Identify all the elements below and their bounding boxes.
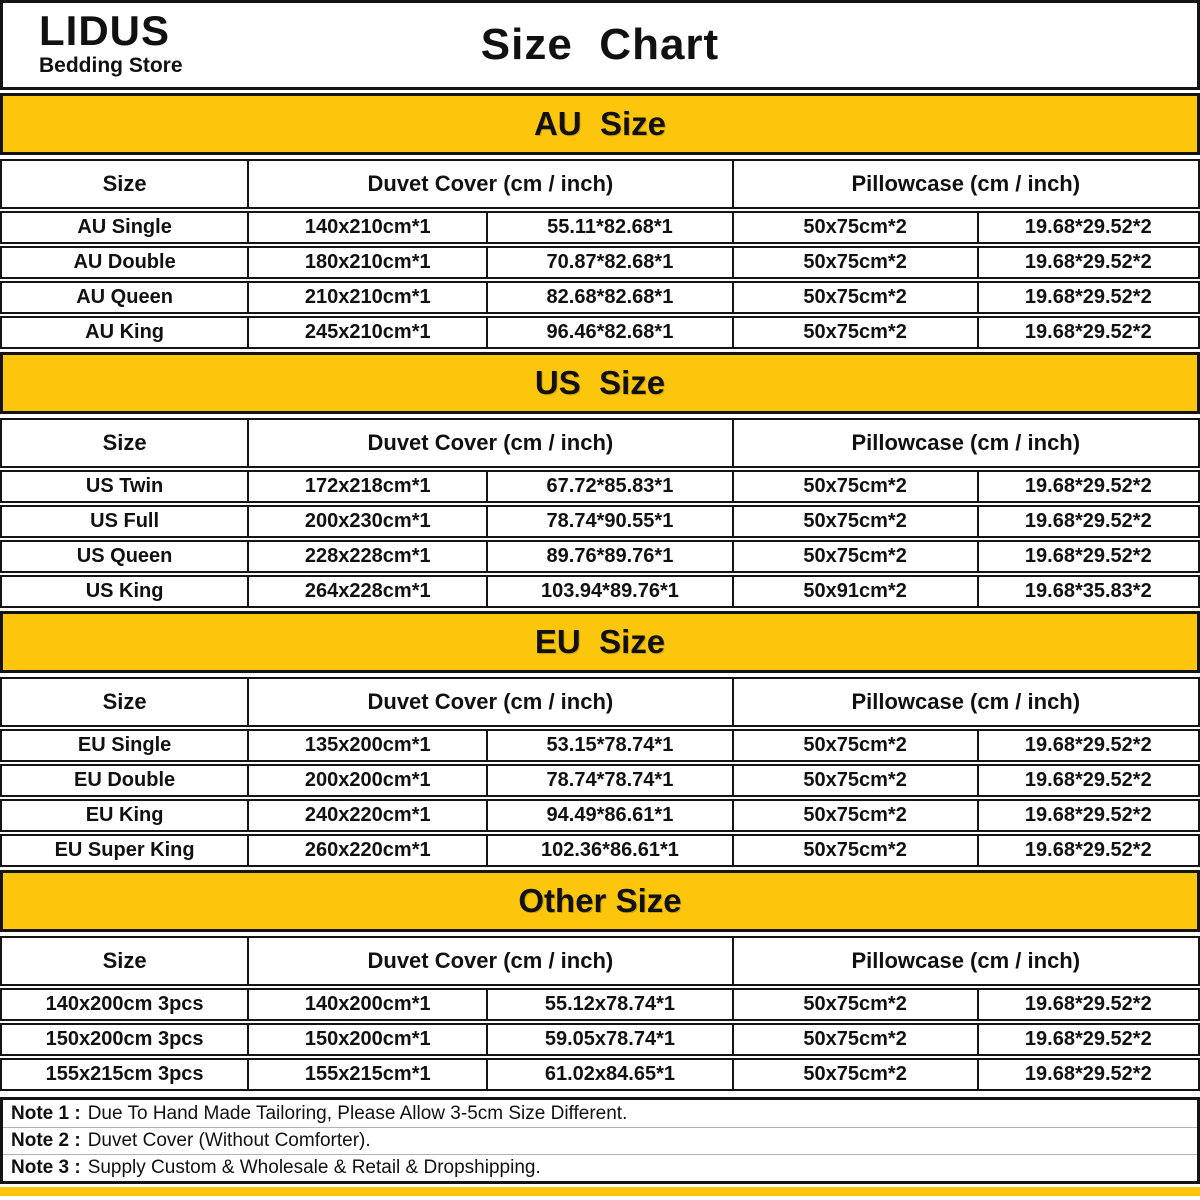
table-header-row: [0, 418, 1200, 468]
column-header-pillow: Pillowcase (cm / inch): [732, 938, 1198, 984]
table-cell: EU Double: [74, 769, 176, 791]
table-cell: 19.68*29.52*2: [977, 248, 1198, 277]
table-cell: 172x218cm*1: [247, 472, 486, 501]
table-cell: AU King: [85, 321, 165, 343]
table-cell: 19.68*29.52*2: [977, 1060, 1198, 1089]
note-label: Note 3 :: [11, 1157, 81, 1178]
table-cell: 82.68*82.68*1: [486, 283, 731, 312]
table-cell: 19.68*29.52*2: [977, 472, 1198, 501]
table-cell: 19.68*29.52*2: [977, 1025, 1198, 1054]
table-cell: 55.11*82.68*1: [486, 213, 731, 242]
table-row: [0, 470, 1200, 503]
table-cell: AU Queen: [76, 286, 173, 308]
column-header-pillow: Pillowcase (cm / inch): [732, 161, 1198, 207]
table-cell: 19.68*29.52*2: [977, 731, 1198, 760]
table-row: [0, 729, 1200, 762]
table-cell: 50x75cm*2: [732, 1060, 977, 1089]
header: [0, 0, 1200, 90]
store-name: LIDUS: [39, 7, 170, 54]
table-row: [0, 834, 1200, 867]
column-header-duvet: Duvet Cover (cm / inch): [247, 420, 731, 466]
table-row: [0, 211, 1200, 244]
table-cell: EU Single: [77, 734, 172, 756]
table-row: [0, 505, 1200, 538]
table-cell: 50x75cm*2: [732, 836, 977, 865]
note-row: [3, 1127, 1197, 1154]
table-cell: 140x200cm 3pcs: [45, 993, 204, 1015]
column-header-duvet: Duvet Cover (cm / inch): [247, 938, 731, 984]
table-cell: 150x200cm*1: [247, 1025, 486, 1054]
column-header-pillow: Pillowcase (cm / inch): [732, 679, 1198, 725]
table-row: [0, 1023, 1200, 1056]
table-cell: 19.68*29.52*2: [977, 836, 1198, 865]
table-cell: 135x200cm*1: [247, 731, 486, 760]
note-label: Note 1 :: [11, 1102, 81, 1124]
notes-box: [0, 1097, 1200, 1184]
table-cell: US Twin: [85, 475, 164, 497]
table-cell: 50x75cm*2: [732, 472, 977, 501]
table-cell: AU Single: [77, 216, 172, 238]
note-label: Note 2 :: [11, 1130, 81, 1151]
table-row: [0, 764, 1200, 797]
table-row: [0, 799, 1200, 832]
column-header-duvet: Duvet Cover (cm / inch): [247, 161, 731, 207]
table-cell: 260x220cm*1: [247, 836, 486, 865]
table-cell: 180x210cm*1: [247, 248, 486, 277]
table-cell: 19.68*29.52*2: [977, 801, 1198, 830]
table-cell: 102.36*86.61*1: [486, 836, 731, 865]
table-cell: 19.68*29.52*2: [977, 990, 1198, 1019]
table-cell: 67.72*85.83*1: [486, 472, 731, 501]
column-header-size: Size: [102, 430, 147, 455]
section-banner-au-size: AU Size: [0, 93, 1200, 155]
store-brand: [39, 7, 183, 77]
size-sections: [0, 93, 1200, 1091]
table-row: [0, 281, 1200, 314]
table-cell: 50x75cm*2: [732, 318, 977, 347]
table-cell: 50x91cm*2: [732, 577, 977, 606]
table-cell: 70.87*82.68*1: [486, 248, 731, 277]
note-text: Duvet Cover (Without Comforter).: [87, 1130, 371, 1151]
table-cell: EU Super King: [54, 839, 195, 861]
table-cell: 200x230cm*1: [247, 507, 486, 536]
table-cell: 200x200cm*1: [247, 766, 486, 795]
page-title: Size Chart: [480, 20, 720, 69]
table-cell: 78.74*90.55*1: [486, 507, 731, 536]
table-cell: 50x75cm*2: [732, 990, 977, 1019]
table-header-row: [0, 936, 1200, 986]
table-row: [0, 575, 1200, 608]
table-cell: 155x215cm 3pcs: [45, 1063, 204, 1085]
table-cell: 240x220cm*1: [247, 801, 486, 830]
table-cell: US Full: [90, 510, 160, 532]
table-cell: 140x200cm*1: [247, 990, 486, 1019]
table-header-row: [0, 159, 1200, 209]
table-cell: AU Double: [73, 251, 176, 273]
table-cell: 50x75cm*2: [732, 801, 977, 830]
table-cell: 94.49*86.61*1: [486, 801, 731, 830]
table-cell: 19.68*29.52*2: [977, 766, 1198, 795]
bottom-accent-bar: [0, 1187, 1200, 1196]
store-tagline: Bedding Store: [39, 54, 183, 77]
table-cell: 19.68*35.83*2: [977, 577, 1198, 606]
column-header-pillow: Pillowcase (cm / inch): [732, 420, 1198, 466]
section-banner-eu-size: EU Size: [0, 611, 1200, 673]
table-cell: 140x210cm*1: [247, 213, 486, 242]
table-cell: 19.68*29.52*2: [977, 283, 1198, 312]
column-header-duvet: Duvet Cover (cm / inch): [247, 679, 731, 725]
table-cell: 59.05x78.74*1: [486, 1025, 731, 1054]
table-cell: 19.68*29.52*2: [977, 542, 1198, 571]
table-cell: 50x75cm*2: [732, 766, 977, 795]
table-cell: US King: [85, 580, 164, 602]
table-cell: 53.15*78.74*1: [486, 731, 731, 760]
table-cell: 19.68*29.52*2: [977, 318, 1198, 347]
table-cell: 50x75cm*2: [732, 248, 977, 277]
table-cell: 50x75cm*2: [732, 507, 977, 536]
table-cell: 19.68*29.52*2: [977, 507, 1198, 536]
table-cell: 19.68*29.52*2: [977, 213, 1198, 242]
note-row: [3, 1100, 1197, 1127]
table-row: [0, 540, 1200, 573]
section-banner-other-size: Other Size: [0, 870, 1200, 932]
section-banner-us-size: US Size: [0, 352, 1200, 414]
table-cell: US Queen: [76, 545, 173, 567]
table-cell: 228x228cm*1: [247, 542, 486, 571]
table-cell: 245x210cm*1: [247, 318, 486, 347]
table-cell: 50x75cm*2: [732, 213, 977, 242]
table-cell: 50x75cm*2: [732, 283, 977, 312]
table-cell: 50x75cm*2: [732, 1025, 977, 1054]
table-cell: EU King: [85, 804, 164, 826]
table-cell: 50x75cm*2: [732, 731, 977, 760]
table-cell: 89.76*89.76*1: [486, 542, 731, 571]
table-row: [0, 1058, 1200, 1091]
table-cell: 264x228cm*1: [247, 577, 486, 606]
note-text: Due To Hand Made Tailoring, Please Allow 3-5cm Size Different.: [87, 1102, 628, 1124]
note-text: Supply Custom & Wholesale & Retail & Dropshipping.: [87, 1157, 541, 1178]
table-row: [0, 246, 1200, 279]
table-cell: 150x200cm 3pcs: [45, 1028, 204, 1050]
table-cell: 78.74*78.74*1: [486, 766, 731, 795]
note-row: [3, 1154, 1197, 1181]
column-header-size: Size: [102, 689, 147, 714]
table-cell: 103.94*89.76*1: [486, 577, 731, 606]
table-row: [0, 988, 1200, 1021]
table-cell: 210x210cm*1: [247, 283, 486, 312]
table-row: [0, 316, 1200, 349]
table-cell: 155x215cm*1: [247, 1060, 486, 1089]
table-header-row: [0, 677, 1200, 727]
table-cell: 61.02x84.65*1: [486, 1060, 731, 1089]
table-cell: 96.46*82.68*1: [486, 318, 731, 347]
column-header-size: Size: [102, 171, 147, 196]
table-cell: 50x75cm*2: [732, 542, 977, 571]
table-cell: 55.12x78.74*1: [486, 990, 731, 1019]
column-header-size: Size: [102, 948, 147, 973]
